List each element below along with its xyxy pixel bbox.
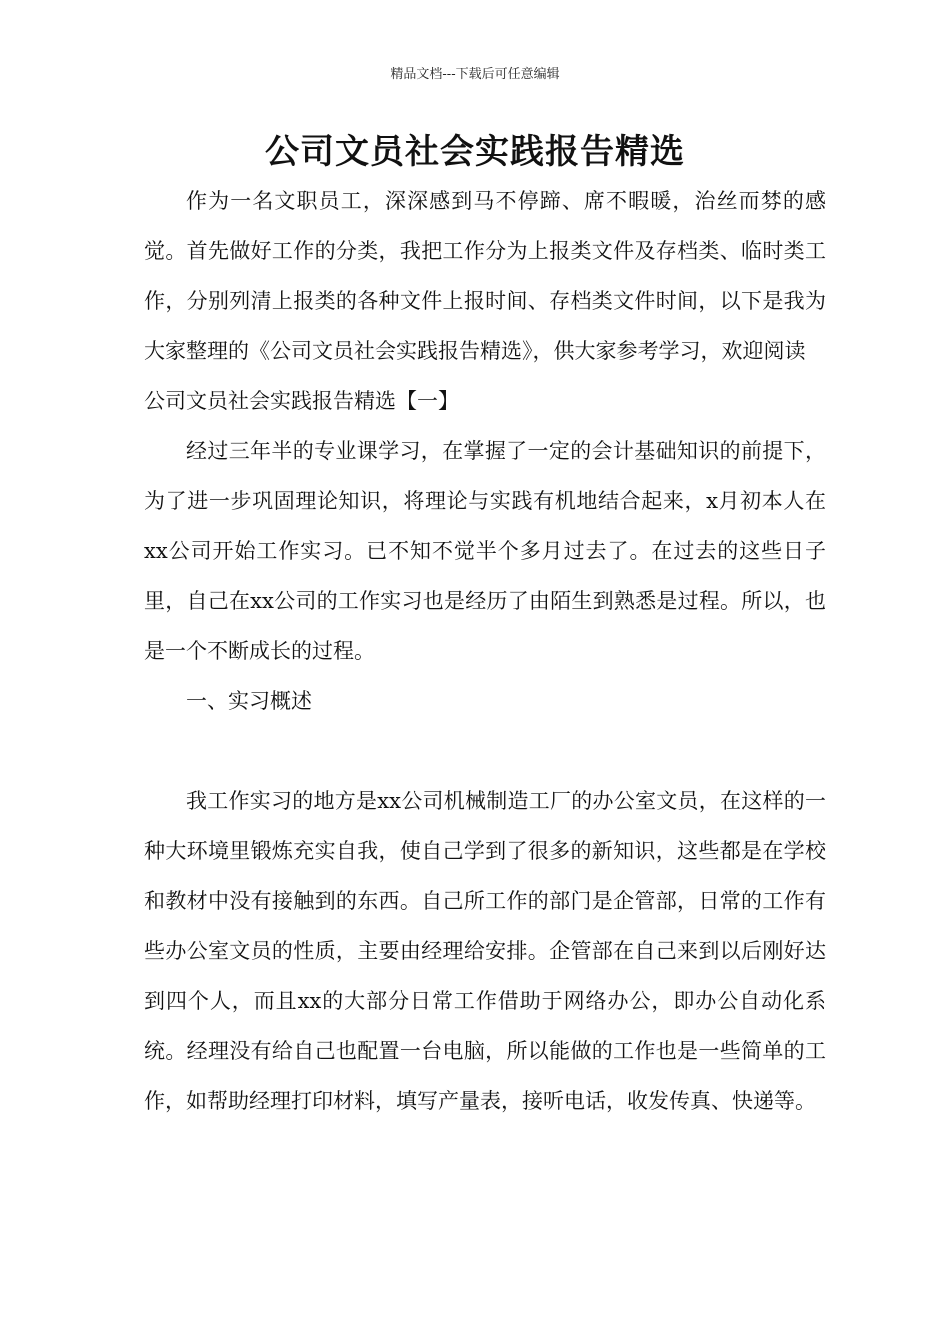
paragraph-1: 经过三年半的专业课学习，在掌握了一定的会计基础知识的前提下，为了进一步巩固理论知识，将理论与实践有机地结合起来，x月初本人在xx公司开始工作实习。已不知不觉半个多月过去了。在过去的这些日子里，自己在xx公司的工作实习也是经历了由陌生到熟悉是过程。所以，也是一个不断成长的过程。 bbox=[144, 439, 826, 663]
document-title: 公司文员社会实践报告精选 bbox=[265, 132, 685, 172]
header-note: 精品文档---下载后可任意编辑 bbox=[390, 67, 560, 82]
part-heading: 公司文员社会实践报告精选【一】 bbox=[144, 389, 459, 413]
intro-paragraph: 作为一名文职员工，深深感到马不停蹄、席不暇暖，治丝而棼的感觉。首先做好工作的分类，我把工作分为上报类文件及存档类、临时类工作，分别列清上报类的各种文件上报时间、存档类文件时间，以下是我为大家整理的《公司文员社会实践报告精选》，供大家参考学习，欢迎阅读 bbox=[144, 189, 826, 363]
document-body bbox=[144, 176, 826, 1126]
paragraph-2: 我工作实习的地方是xx公司机械制造工厂的办公室文员，在这样的一种大环境里锻炼充实自我，使自己学到了很多的新知识，这些都是在学校和教材中没有接触到的东西。自己所工作的部门是企管部，日常的工作有些办公室文员的性质，主要由经理给安排。企管部在自己来到以后刚好达到四个人，而且xx的大部分日常工作借助于网络办公，即办公自动化系统。经理没有给自己也配置一台电脑，所以能做的工作也是一些简单的工作，如帮助经理打印材料，填写产量表，接听电话，收发传真、快递等。 bbox=[144, 789, 826, 1113]
section-heading: 一、实习概述 bbox=[186, 689, 312, 713]
blank-line bbox=[144, 726, 826, 776]
